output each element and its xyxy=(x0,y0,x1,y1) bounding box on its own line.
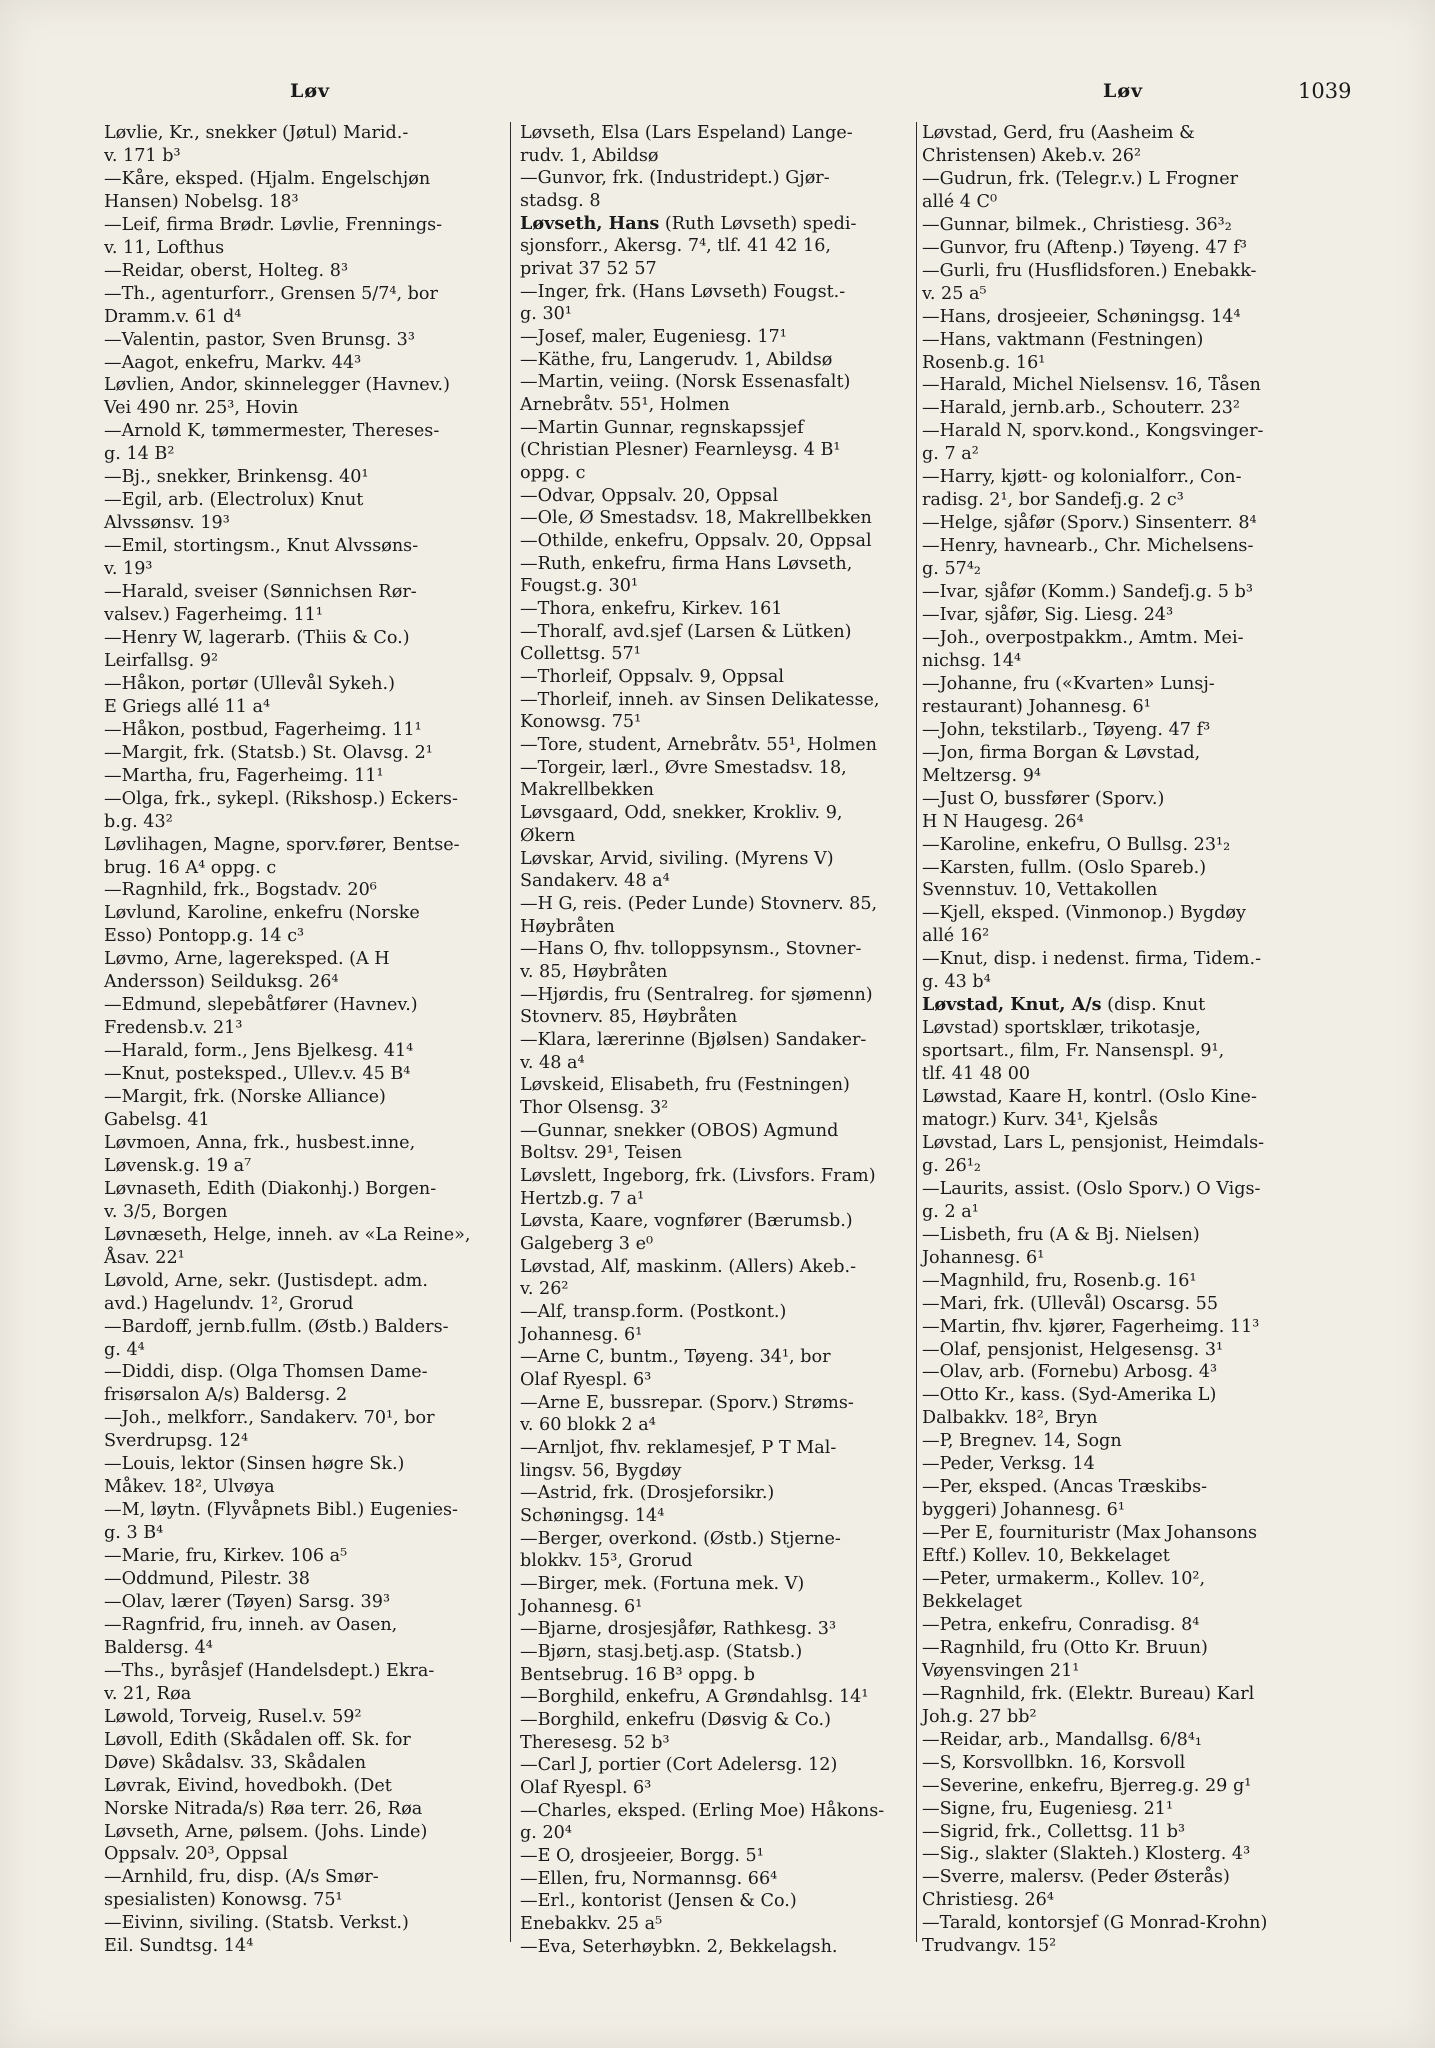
directory-line: Arnebråtv. 55¹, Holmen xyxy=(520,395,730,416)
directory-line: lingsv. 56, Bygdøy xyxy=(520,1460,682,1481)
directory-line: —Charles, eksped. (Erling Moe) Håkons- xyxy=(520,1800,885,1821)
directory-line: —Thorleif, Oppsalv. 9, Oppsal xyxy=(520,667,784,688)
directory-line: b.g. 43² xyxy=(104,811,173,832)
directory-line: —Henry, havnearb., Chr. Michelsens- xyxy=(922,536,1254,557)
directory-line: Eil. Sundtsg. 14⁴ xyxy=(104,1936,254,1957)
directory-line: —Hjørdis, fru (Sentralreg. for sjømenn) xyxy=(520,984,873,1005)
directory-line: frisørsalon A/s) Baldersg. 2 xyxy=(104,1385,348,1406)
directory-line: Døve) Skådalsv. 33, Skådalen xyxy=(104,1752,367,1773)
directory-line: —Per E, fournituristr (Max Johansons xyxy=(922,1523,1258,1544)
directory-line: —Per, eksped. (Ancas Træskibs- xyxy=(922,1477,1208,1498)
directory-line: —Helge, sjåfør (Sporv.) Sinsenterr. 8⁴ xyxy=(922,513,1257,534)
directory-line: —Martha, fru, Fagerheimg. 11¹ xyxy=(104,765,384,786)
directory-line: allé 4 C⁰ xyxy=(922,191,998,212)
directory-line: Løvslett, Ingeborg, frk. (Livsfors. Fram) xyxy=(520,1165,876,1186)
directory-line: Løvlie, Kr., snekker (Jøtul) Marid.- xyxy=(104,123,409,143)
directory-line: —Ivar, sjåfør (Komm.) Sandefj.g. 5 b³ xyxy=(922,582,1253,603)
directory-line: —Martin Gunnar, regnskapssjef xyxy=(520,417,804,438)
directory-line: g. 57⁴₂ xyxy=(922,559,981,580)
directory-line: —M, løytn. (Flyvåpnets Bibl.) Eugenies- xyxy=(104,1500,458,1521)
directory-line: v. 19³ xyxy=(104,559,153,580)
directory-line: Løvskeid, Elisabeth, fru (Festningen) xyxy=(520,1075,850,1096)
directory-line: —Louis, lektor (Sinsen høgre Sk.) xyxy=(104,1454,405,1475)
directory-line: sjonsforr., Akersg. 7⁴, tlf. 41 42 16, xyxy=(520,236,832,257)
directory-line: Løvrak, Eivind, hovedbokh. (Det xyxy=(104,1775,392,1796)
directory-line: matogr.) Kurv. 34¹, Kjelsås xyxy=(922,1109,1158,1130)
directory-line: —Ellen, fru, Normannsg. 66⁴ xyxy=(520,1868,778,1889)
directory-line: —Kåre, eksped. (Hjalm. Engelschjøn xyxy=(104,168,431,189)
directory-line: —Birger, mek. (Fortuna mek. V) xyxy=(520,1574,805,1594)
directory-line: privat 37 52 57 xyxy=(520,259,657,280)
directory-line: —Thoralf, avd.sjef (Larsen & Lütken) xyxy=(520,621,852,642)
directory-line: Vøyensvingen 21¹ xyxy=(922,1660,1080,1681)
directory-line: —Mari, frk. (Ullevål) Oscarsg. 55 xyxy=(922,1293,1219,1314)
directory-line: —Gunnar, bilmek., Christiesg. 36³₂ xyxy=(922,214,1232,235)
running-header-right: Løv xyxy=(1103,80,1144,102)
directory-line: —E O, drosjeeier, Borgg. 5¹ xyxy=(520,1846,764,1867)
directory-line: —Thorleif, inneh. av Sinsen Delikatesse, xyxy=(520,689,880,710)
directory-line: Dalbakkv. 18², Bryn xyxy=(922,1408,1098,1429)
directory-line: Løwstad, Kaare H, kontrl. (Oslo Kine- xyxy=(922,1087,1257,1108)
directory-line: —Petra, enkefru, Conradisg. 8⁴ xyxy=(922,1614,1200,1635)
directory-line: —Harry, kjøtt- og kolonialforr., Con- xyxy=(922,467,1242,488)
directory-line: v. 26² xyxy=(520,1279,569,1300)
directory-line: v. 25 a⁵ xyxy=(922,283,987,304)
directory-line: —P, Bregnev. 14, Sogn xyxy=(922,1431,1122,1452)
directory-line: Løvsgaard, Odd, snekker, Krokliv. 9, xyxy=(520,803,843,824)
directory-line: —Sig., slakter (Slakteh.) Klosterg. 4³ xyxy=(922,1844,1251,1865)
directory-line: —Ragnhild, frk., Bogstadv. 20⁶ xyxy=(104,880,377,901)
directory-line: —Sigrid, frk., Collettsg. 11 b³ xyxy=(922,1821,1186,1842)
directory-line: restaurant) Johannesg. 6¹ xyxy=(922,696,1151,717)
directory-line: —Arnljot, fhv. reklamesjef, P T Mal- xyxy=(520,1437,837,1458)
directory-line: Løvold, Arne, sekr. (Justisdept. adm. xyxy=(104,1270,428,1291)
page-number: 1039 xyxy=(1298,79,1352,103)
directory-line: Løvseth, Elsa (Lars Espeland) Lange- xyxy=(520,123,853,143)
directory-line: v. 171 b³ xyxy=(104,145,181,166)
directory-line: —Martin, fhv. kjører, Fagerheimg. 11³ xyxy=(922,1316,1260,1337)
column-rule xyxy=(510,122,511,1942)
directory-line: Måkev. 18², Ulvøya xyxy=(104,1477,275,1498)
directory-line: —John, tekstilarb., Tøyeng. 47 f³ xyxy=(922,719,1211,740)
column-rule xyxy=(916,122,917,1942)
directory-line: —Aagot, enkefru, Markv. 44³ xyxy=(104,352,362,373)
directory-line: Løvmo, Arne, lagereksped. (A H xyxy=(104,949,390,970)
directory-line: —Karoline, enkefru, O Bullsg. 23¹₂ xyxy=(922,834,1231,855)
directory-line: v. 11, Lofthus xyxy=(104,237,225,258)
directory-line: —Gurli, fru (Husflidsforen.) Enebakk- xyxy=(922,260,1257,281)
directory-line: Makrellbekken xyxy=(520,780,654,801)
directory-line: Stovnerv. 85, Høybråten xyxy=(520,1007,738,1028)
entry-name-bold: Løvseth, Hans xyxy=(520,212,660,234)
directory-line: —Olav, lærer (Tøyen) Sarsg. 39³ xyxy=(104,1592,390,1612)
directory-line: stadsg. 8 xyxy=(520,191,601,212)
directory-line: —Laurits, assist. (Oslo Sporv.) O Vigs- xyxy=(922,1178,1261,1199)
directory-line: Bentsebrug. 16 B³ oppg. b xyxy=(520,1664,756,1685)
directory-line: Johannesg. 6¹ xyxy=(922,1247,1045,1268)
directory-line: Fredensb.v. 21³ xyxy=(104,1018,243,1039)
directory-line xyxy=(922,994,1330,1017)
directory-line: —Hans, vaktmann (Festningen) xyxy=(922,329,1204,350)
directory-line: Vei 490 nr. 25³, Hovin xyxy=(104,398,299,419)
directory-line: —Harald, form., Jens Bjelkesg. 41⁴ xyxy=(104,1041,414,1062)
directory-line: Oppsalv. 20³, Oppsal xyxy=(104,1844,288,1865)
directory-line: blokkv. 15³, Grorud xyxy=(520,1551,693,1572)
directory-column-3 xyxy=(922,122,1330,1958)
directory-line: Baldersg. 4⁴ xyxy=(104,1637,213,1658)
directory-line: —Eva, Seterhøybkn. 2, Bekkelagsh. xyxy=(520,1936,838,1957)
directory-line: tlf. 41 48 00 xyxy=(922,1064,1031,1085)
directory-line: Løvseth, Arne, pølsem. (Johs. Linde) xyxy=(104,1821,428,1842)
directory-line: —Otto Kr., kass. (Syd-Amerika L) xyxy=(922,1385,1217,1406)
directory-line: Leirfallsg. 9² xyxy=(104,650,219,671)
directory-line: —Håkon, portør (Ullevål Sykeh.) xyxy=(104,673,395,694)
directory-line: —Henry W, lagerarb. (Thiis & Co.) xyxy=(104,627,410,648)
directory-line: Trudvangv. 15² xyxy=(922,1936,1057,1957)
directory-line: (Christian Plesner) Fearnleysg. 4 B¹ xyxy=(520,440,841,461)
directory-line: —Käthe, fru, Langerudv. 1, Abildsø xyxy=(520,349,833,370)
directory-line: —Joh., overpostpakkm., Amtm. Mei- xyxy=(922,627,1244,648)
directory-line: —Johanne, fru («Kvarten» Lunsj- xyxy=(922,673,1215,694)
directory-line: —Lisbeth, fru (A & Bj. Nielsen) xyxy=(922,1224,1200,1245)
directory-line: —Signe, fru, Eugeniesg. 21¹ xyxy=(922,1798,1174,1819)
directory-line: —Carl J, portier (Cort Adelersg. 12) xyxy=(520,1755,838,1776)
directory-line: brug. 16 A⁴ oppg. c xyxy=(104,857,277,878)
directory-line: —Erl., kontorist (Jensen & Co.) xyxy=(520,1891,797,1912)
directory-line: —Magnhild, fru, Rosenb.g. 16¹ xyxy=(922,1270,1197,1291)
directory-line: —Diddi, disp. (Olga Thomsen Dame- xyxy=(104,1362,428,1383)
directory-line: v. 3/5, Borgen xyxy=(104,1201,228,1222)
directory-line: E Griegs allé 11 a⁴ xyxy=(104,696,271,717)
directory-line: Svennstuv. 10, Vettakollen xyxy=(922,880,1158,901)
directory-line: Johannesg. 6¹ xyxy=(520,1596,643,1617)
directory-line: Thor Olsensg. 3² xyxy=(520,1097,669,1118)
directory-line: allé 16² xyxy=(922,926,990,947)
directory-line: —Bardoff, jernb.fullm. (Østb.) Balders- xyxy=(104,1316,449,1337)
directory-line: Hertzb.g. 7 a¹ xyxy=(520,1188,645,1209)
directory-line: Schøningsg. 14⁴ xyxy=(520,1505,665,1526)
directory-line: —Valentin, pastor, Sven Brunsg. 3³ xyxy=(104,329,415,350)
directory-line: —Th., agenturforr., Grensen 5/7⁴, bor xyxy=(104,283,438,304)
directory-line: —Alf, transp.form. (Postkont.) xyxy=(520,1301,787,1322)
directory-line: Bekkelaget xyxy=(922,1592,1022,1612)
directory-line: —Bjørn, stasj.betj.asp. (Statsb.) xyxy=(520,1642,803,1663)
directory-line: —Ivar, sjåfør, Sig. Liesg. 24³ xyxy=(922,605,1174,626)
directory-line: —Thora, enkefru, Kirkev. 161 xyxy=(520,599,783,620)
directory-line: spesialisten) Konowsg. 75¹ xyxy=(104,1890,343,1911)
directory-line: Christiesg. 26⁴ xyxy=(922,1890,1054,1911)
directory-line: Hansen) Nobelsg. 18³ xyxy=(104,191,299,212)
directory-line: Løvmoen, Anna, frk., husbest.inne, xyxy=(104,1132,416,1153)
directory-line: —Torgeir, lærl., Øvre Smestadsv. 18, xyxy=(520,757,847,778)
directory-line: —Margit, frk. (Statsb.) St. Olavsg. 2¹ xyxy=(104,742,433,763)
directory-line: Løvnæseth, Helge, inneh. av «La Reine», xyxy=(104,1224,471,1245)
directory-line: —Othilde, enkefru, Oppsalv. 20, Oppsal xyxy=(520,531,872,552)
directory-line: Løvstad, Alf, maskinm. (Allers) Akeb.- xyxy=(520,1256,857,1277)
directory-line: —Jon, firma Borgan & Løvstad, xyxy=(922,742,1201,763)
directory-line: byggeri) Johannesg. 6¹ xyxy=(922,1500,1125,1521)
directory-line: Løvensk.g. 19 a⁷ xyxy=(104,1155,252,1176)
directory-line: —Oddmund, Pilestr. 38 xyxy=(104,1569,310,1590)
directory-line: —Severine, enkefru, Bjerreg.g. 29 g¹ xyxy=(922,1775,1252,1796)
directory-line: Christensen) Akeb.v. 26² xyxy=(922,145,1142,166)
directory-line: Økern xyxy=(520,825,576,846)
directory-line: Boltsv. 29¹, Teisen xyxy=(520,1143,683,1164)
directory-line: —Margit, frk. (Norske Alliance) xyxy=(104,1087,386,1108)
directory-line: —Egil, arb. (Electrolux) Knut xyxy=(104,490,364,511)
directory-line: Theresesg. 52 b³ xyxy=(520,1732,670,1753)
directory-line: rudv. 1, Abildsø xyxy=(520,145,659,166)
directory-line: Løvstad, Lars L, pensjonist, Heimdals- xyxy=(922,1132,1265,1153)
directory-line: Løvsta, Kaare, vognfører (Bærumsb.) xyxy=(520,1211,853,1232)
directory-line: —Sverre, malersv. (Peder Østerås) xyxy=(922,1867,1230,1888)
directory-line: —Gudrun, frk. (Telegr.v.) L Frogner xyxy=(922,168,1239,189)
directory-line: Høybråten xyxy=(520,916,615,937)
directory-line: Meltzersg. 9⁴ xyxy=(922,765,1041,786)
directory-line: Collettsg. 57¹ xyxy=(520,644,641,665)
directory-line: Løvnaseth, Edith (Diakonhj.) Borgen- xyxy=(104,1178,437,1199)
directory-line: Dramm.v. 61 d⁴ xyxy=(104,306,242,327)
directory-line: v. 60 blokk 2 a⁴ xyxy=(520,1415,656,1436)
directory-line: g. 7 a² xyxy=(922,444,979,465)
directory-line: Løvstad, Gerd, fru (Aasheim & xyxy=(922,123,1195,143)
directory-line: —Ruth, enkefru, firma Hans Løvseth, xyxy=(520,553,853,574)
directory-line: —Ragnhild, frk. (Elektr. Bureau) Karl xyxy=(922,1683,1255,1704)
directory-line: Gabelsg. 41 xyxy=(104,1109,210,1130)
directory-line: —Joh., melkforr., Sandakerv. 70¹, bor xyxy=(104,1408,435,1429)
running-header-left: Løv xyxy=(290,80,331,102)
directory-line: —Just O, bussfører (Sporv.) xyxy=(922,788,1165,809)
directory-line: Løwold, Torveig, Rusel.v. 59² xyxy=(104,1706,362,1727)
directory-column-1 xyxy=(104,122,504,1958)
directory-line: —Borghild, enkefru (Døsvig & Co.) xyxy=(520,1710,831,1731)
entry-rest: (Ruth Løvseth) spedi- xyxy=(659,213,857,234)
directory-line: oppg. c xyxy=(520,463,586,484)
directory-line: —Peder, Verksg. 14 xyxy=(922,1454,1095,1475)
directory-line: —Harald, jernb.arb., Schouterr. 23² xyxy=(922,398,1240,419)
directory-line: —Leif, firma Brødr. Løvlie, Frennings- xyxy=(104,214,443,235)
directory-line: g. 2 a¹ xyxy=(922,1201,979,1222)
directory-line: —H G, reis. (Peder Lunde) Stovnerv. 85, xyxy=(520,893,878,914)
directory-line: —Harald, Michel Nielsensv. 16, Tåsen xyxy=(922,375,1261,396)
directory-line: Olaf Ryespl. 6³ xyxy=(520,1778,652,1799)
directory-line: nichsg. 14⁴ xyxy=(922,650,1022,671)
directory-line: —Emil, stortingsm., Knut Alvssøns- xyxy=(104,536,419,557)
directory-line: valsev.) Fagerheimg. 11¹ xyxy=(104,605,323,626)
directory-line: Sandakerv. 48 a⁴ xyxy=(520,871,670,892)
directory-line: Andersson) Seilduksg. 26⁴ xyxy=(104,972,339,993)
directory-line: —Borghild, enkefru, A Grøndahlsg. 14¹ xyxy=(520,1687,869,1708)
directory-line: —Ths., byråsjef (Handelsdept.) Ekra- xyxy=(104,1660,435,1681)
directory-line: —Tarald, kontorsjef (G Monrad-Krohn) xyxy=(922,1913,1268,1934)
directory-line: —Kjell, eksped. (Vinmonop.) Bygdøy xyxy=(922,903,1246,924)
directory-line: —Arnhild, fru, disp. (A/s Smør- xyxy=(104,1867,379,1888)
directory-line: radisg. 2¹, bor Sandefj.g. 2 c³ xyxy=(922,490,1184,511)
directory-line: —Berger, overkond. (Østb.) Stjerne- xyxy=(520,1528,841,1549)
directory-line: v. 85, Høybråten xyxy=(520,961,668,982)
directory-line: —Gunnar, snekker (OBOS) Agmund xyxy=(520,1120,839,1141)
directory-line: —Knut, posteksped., Ullev.v. 45 B⁴ xyxy=(104,1064,411,1085)
directory-line: g. 20⁴ xyxy=(520,1823,572,1844)
directory-line: g. 4⁴ xyxy=(104,1339,145,1360)
directory-line: —Astrid, frk. (Drosjeforsikr.) xyxy=(520,1483,775,1504)
directory-line: Løvlien, Andor, skinnelegger (Havnev.) xyxy=(104,375,451,396)
directory-line: —Karsten, fullm. (Oslo Spareb.) xyxy=(922,857,1207,878)
directory-line: g. 14 B² xyxy=(104,444,175,465)
directory-line: Løvstad) sportsklær, trikotasje, xyxy=(922,1018,1201,1039)
directory-line: —Bj., snekker, Brinkensg. 40¹ xyxy=(104,467,369,488)
directory-line: —Knut, disp. i nedenst. firma, Tidem.- xyxy=(922,949,1262,970)
directory-line: Fougst.g. 30¹ xyxy=(520,576,639,597)
directory-column-2 xyxy=(520,122,920,1958)
directory-line: —Arnold K, tømmermester, Thereses- xyxy=(104,421,440,442)
directory-line: Sverdrupsg. 12⁴ xyxy=(104,1431,248,1452)
directory-line: —Edmund, slepebåtfører (Havnev.) xyxy=(104,995,418,1016)
directory-line: Konowsg. 75¹ xyxy=(520,712,642,733)
directory-line: —Bjarne, drosjesjåfør, Rathkesg. 3³ xyxy=(520,1619,837,1640)
directory-line: sportsart., film, Fr. Nansenspl. 9¹, xyxy=(922,1041,1225,1062)
directory-line: —Gunvor, fru (Aftenp.) Tøyeng. 47 f³ xyxy=(922,237,1247,258)
directory-line: —Arne C, buntm., Tøyeng. 34¹, bor xyxy=(520,1347,831,1368)
directory-line: Esso) Pontopp.g. 14 c³ xyxy=(104,926,305,947)
directory-line: —Gunvor, frk. (Industridept.) Gjør- xyxy=(520,168,830,189)
directory-line: Eftf.) Kollev. 10, Bekkelaget xyxy=(922,1546,1170,1567)
directory-line: —Arne E, bussrepar. (Sporv.) Strøms- xyxy=(520,1392,854,1413)
directory-line: g. 30¹ xyxy=(520,304,572,325)
directory-line: —Harald, sveiser (Sønnichsen Rør- xyxy=(104,582,417,603)
directory-line: Galgeberg 3 e⁰ xyxy=(520,1233,654,1254)
directory-line: —Marie, fru, Kirkev. 106 a⁵ xyxy=(104,1546,348,1567)
directory-line: g. 3 B⁴ xyxy=(104,1523,164,1544)
directory-line: —Inger, frk. (Hans Løvseth) Fougst.- xyxy=(520,281,846,302)
directory-line: avd.) Hagelundv. 1², Grorud xyxy=(104,1293,354,1314)
directory-line: —Håkon, postbud, Fagerheimg. 11¹ xyxy=(104,719,422,740)
directory-line: Løvlund, Karoline, enkefru (Norske xyxy=(104,903,420,924)
directory-line: Alvssønsv. 19³ xyxy=(104,513,230,534)
directory-line: Åsav. 22¹ xyxy=(104,1247,185,1268)
directory-line: Joh.g. 27 bb² xyxy=(922,1706,1037,1727)
directory-line: Rosenb.g. 16¹ xyxy=(922,352,1046,373)
directory-line: Enebakkv. 25 a⁵ xyxy=(520,1914,663,1935)
entry-rest: (disp. Knut xyxy=(1101,995,1206,1016)
directory-line: —Odvar, Oppsalv. 20, Oppsal xyxy=(520,485,779,506)
directory-line: —Ragnfrid, fru, inneh. av Oasen, xyxy=(104,1614,398,1635)
directory-line: —Hans, drosjeeier, Schøningsg. 14⁴ xyxy=(922,306,1241,327)
directory-line: —Olga, frk., sykepl. (Rikshosp.) Eckers- xyxy=(104,788,458,809)
directory-line: —Martin, veiing. (Norsk Essenasfalt) xyxy=(520,372,851,393)
directory-line: g. 43 b⁴ xyxy=(922,972,991,993)
directory-line: Johannesg. 6¹ xyxy=(520,1324,643,1345)
directory-line: —Harald N, sporv.kond., Kongsvinger- xyxy=(922,421,1264,442)
directory-line: Løvlihagen, Magne, sporv.fører, Bentse- xyxy=(104,834,460,855)
directory-line: —Ole, Ø Smestadsv. 18, Makrellbekken xyxy=(520,508,872,529)
directory-line: —S, Korsvollbkn. 16, Korsvoll xyxy=(922,1752,1186,1773)
directory-line: H N Haugesg. 26⁴ xyxy=(922,811,1084,832)
directory-line xyxy=(520,213,920,236)
directory-line: —Reidar, arb., Mandallsg. 6/8⁴₁ xyxy=(922,1729,1202,1750)
directory-line: —Tore, student, Arnebråtv. 55¹, Holmen xyxy=(520,735,877,756)
directory-line: —Olaf, pensjonist, Helgesensg. 3¹ xyxy=(922,1339,1224,1360)
directory-line: v. 21, Røa xyxy=(104,1683,192,1704)
entry-name-bold: Løvstad, Knut, A/s xyxy=(922,994,1102,1016)
directory-line: Løvoll, Edith (Skådalen off. Sk. for xyxy=(104,1729,411,1750)
directory-line: —Olav, arb. (Fornebu) Arbosg. 4³ xyxy=(922,1362,1218,1383)
directory-line: —Eivinn, siviling. (Statsb. Verkst.) xyxy=(104,1913,409,1934)
directory-line: Olaf Ryespl. 6³ xyxy=(520,1369,652,1390)
directory-line: —Peter, urmakerm., Kollev. 10², xyxy=(922,1569,1206,1590)
directory-line: —Ragnhild, fru (Otto Kr. Bruun) xyxy=(922,1637,1208,1658)
directory-line: —Klara, lærerinne (Bjølsen) Sandaker- xyxy=(520,1029,867,1050)
directory-line: Norske Nitrada/s) Røa terr. 26, Røa xyxy=(104,1798,423,1819)
directory-line: Løvskar, Arvid, siviling. (Myrens V) xyxy=(520,848,834,869)
directory-line: —Hans O, fhv. tolloppsynsm., Stovner- xyxy=(520,939,862,960)
directory-line: —Reidar, oberst, Holteg. 8³ xyxy=(104,260,348,281)
directory-line: v. 48 a⁴ xyxy=(520,1052,585,1073)
directory-line: —Josef, maler, Eugeniesg. 17¹ xyxy=(520,327,787,348)
directory-line: g. 26¹₂ xyxy=(922,1155,981,1176)
